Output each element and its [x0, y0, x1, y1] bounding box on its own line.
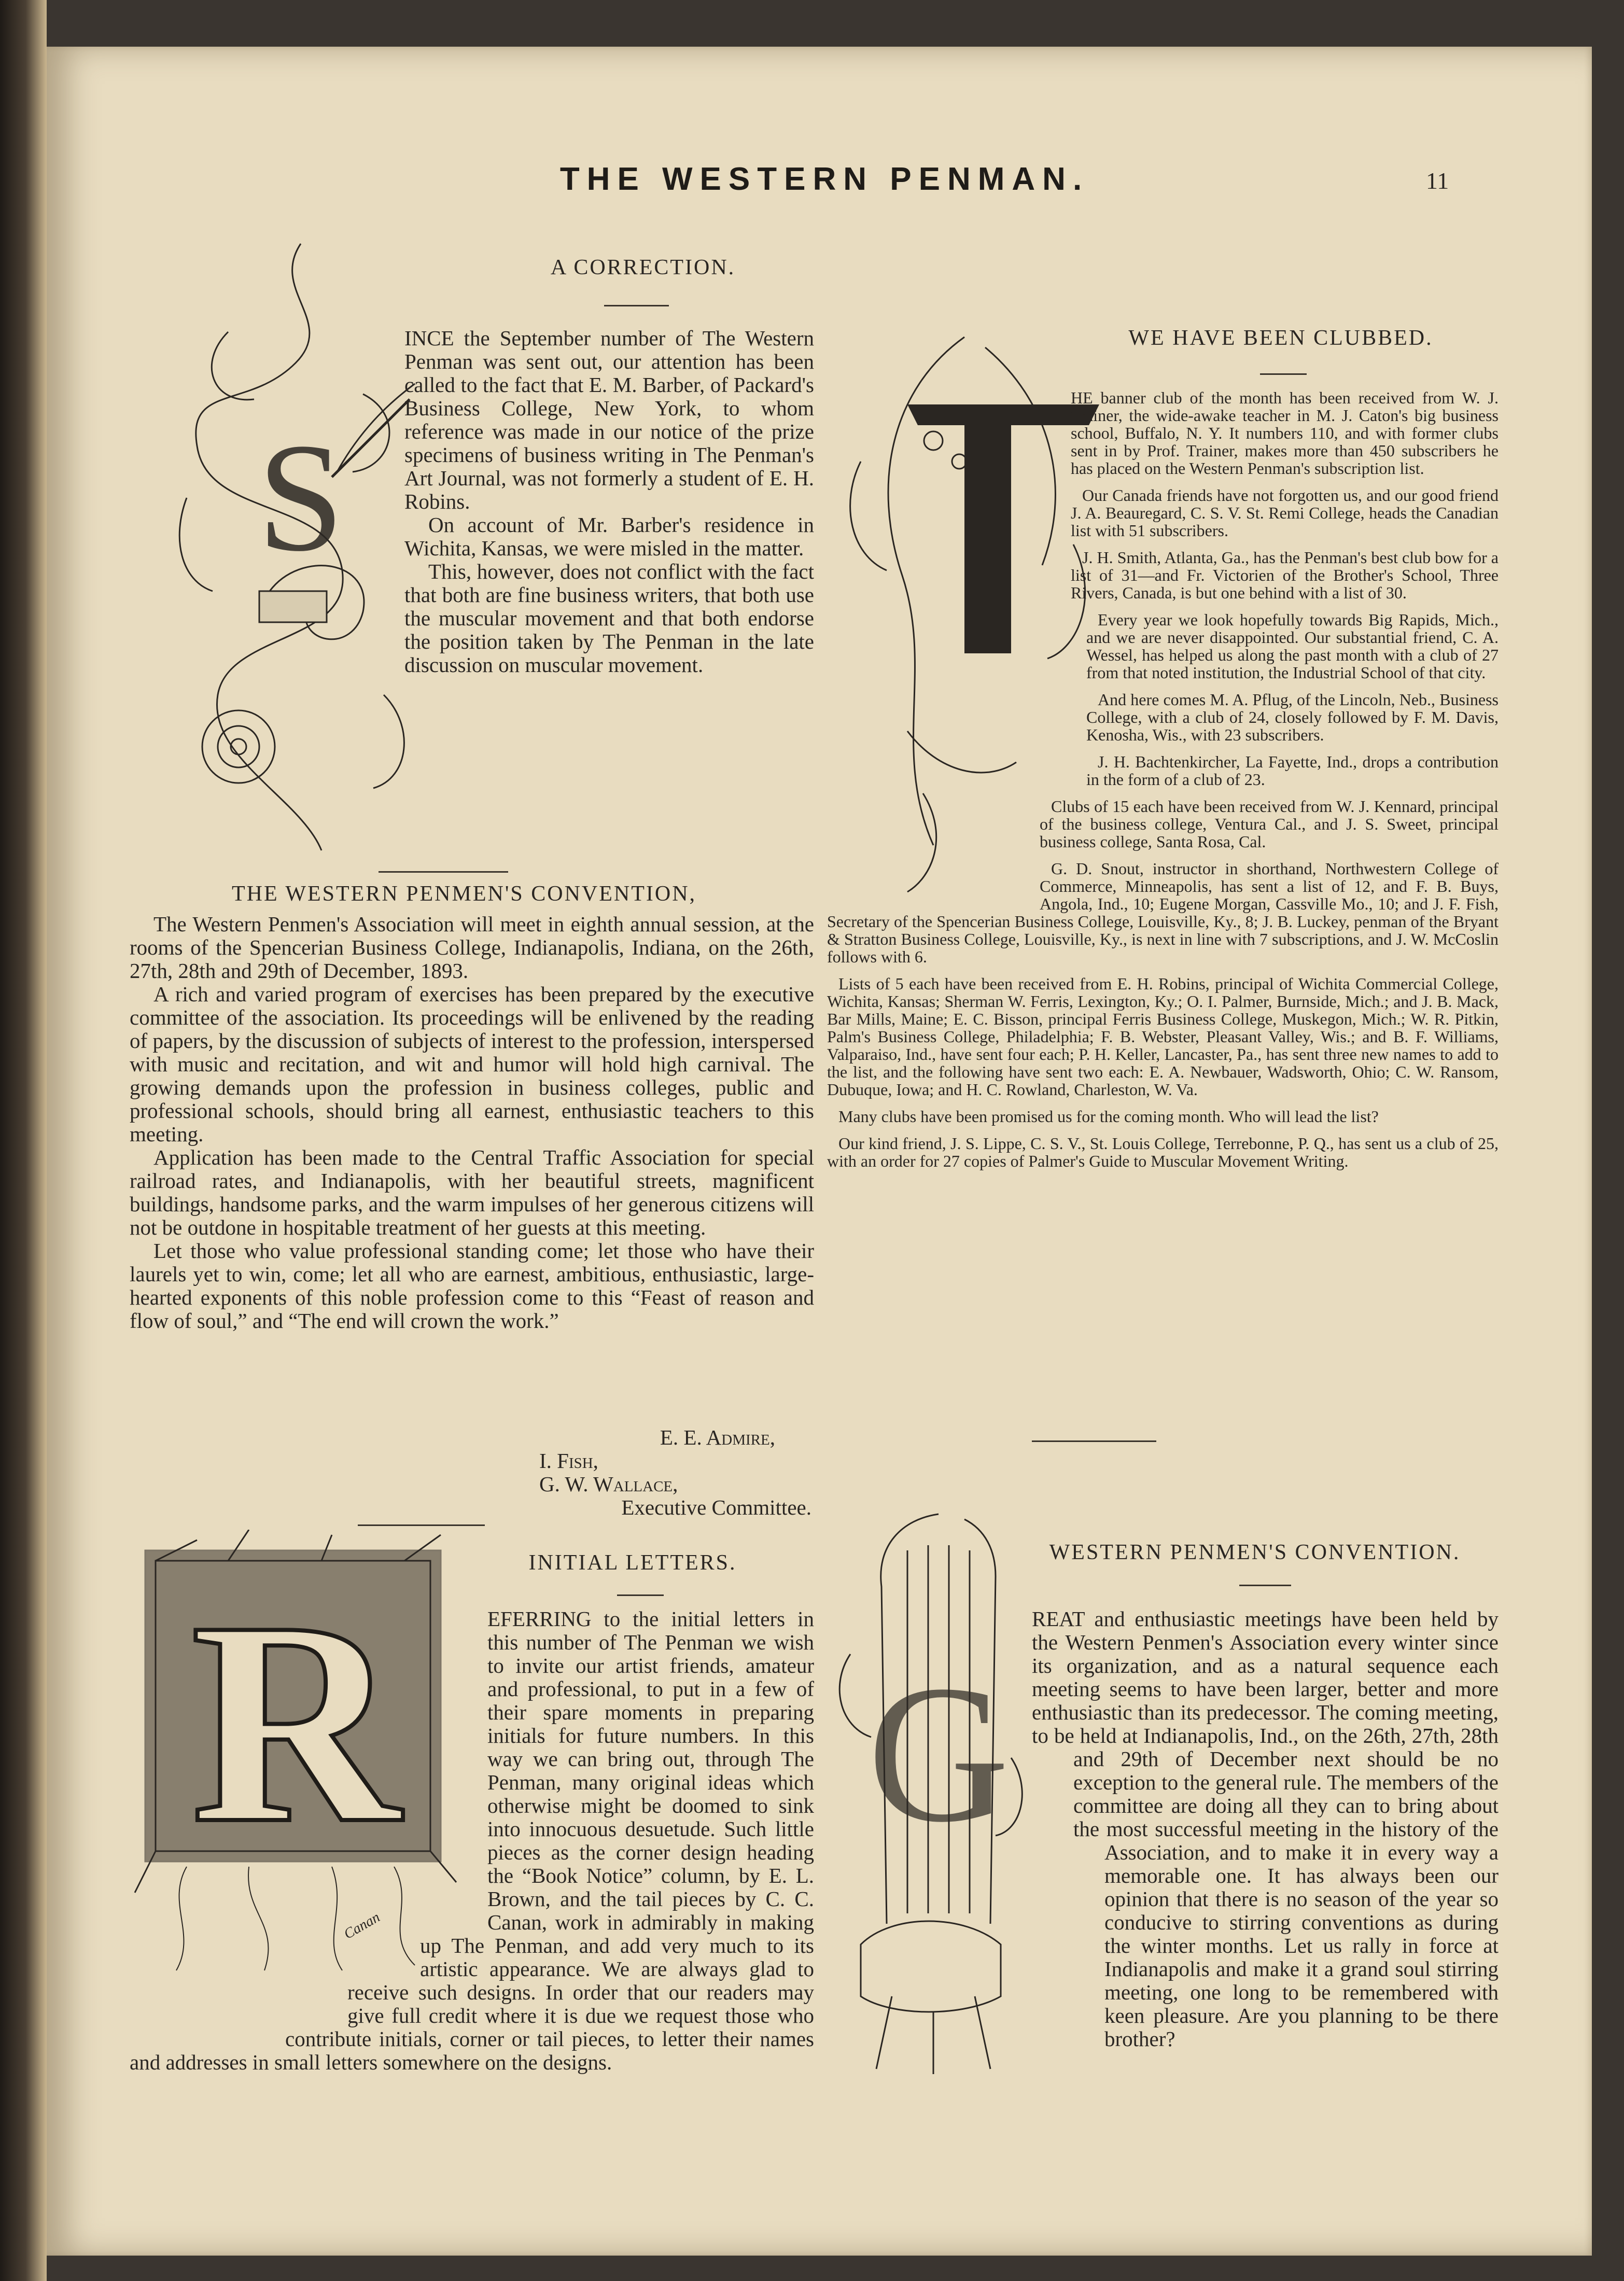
- clubbed-para-10: Many clubs have been promised us for the coming month. Who will lead the list?: [838, 1107, 1379, 1126]
- clubbed-para-2: Our Canada friends have not forgotten us, and our good friend J. A. Beauregard, C. S. V. St. Remi College, heads the Canadian list with 51 subscribers.: [1071, 486, 1499, 540]
- page-number: 11: [1426, 167, 1449, 194]
- initials-para-1: EFERRING to the initial letters in this number of The Penman we wish to invite our artist friends, amateur and professional, to put in a few of their spare moments in preparing initials for future numbers. In this way we can bring out, through The Penman, many original ideas which otherwise might be doomed to sink into innocuous desuetude. Such little pieces as the corner design heading the “Book Notice” column, by E. L. Brown, and the tail pieces by C. C. Canan, work in admirably in making up The Penman, and add very much to its artistic appearance. We are always glad to receive such designs. In order that our readers may give full credit where it is due we request those who contribute initials, corner or tail pieces, to letter their names and addresses in small letters somewhere on the designs.: [130, 1607, 814, 2074]
- convention-para-3: Application has been made to the Central Traffic Association for special railroad rates, and Indianapolis, with her beautiful streets, magnificent buildings, handsome parks, and the warm impulses of her generous citizens will not be outdone in hospitable treatment of her guests at this meeting.: [130, 1145, 814, 1239]
- initials-title: INITIAL LETTERS.: [528, 1551, 737, 1575]
- correction-body: [404, 327, 814, 677]
- convention2-para-1: REAT and enthusiastic meetings have been held by the Western Penmen's Association every winter since its organization, and as a natural sequence each meeting seems to have been larger, better and more enthusiastic than its predecessor. The coming meeting, to be held at Indianapolis, Ind., on the 26th, 27th, 28th and 29th of December next should be no exception to the general rule. The members of the committee are doing all they can to bring about the most successful meeting in the history of the Association, and to make it in every way a memorable one. It has always been our opinion that there is no season of the year so conducive to stirring conventions as during the winter months. Let us rally in force at Indianapolis and make it a grand soul stirring meeting, one long to be remembered with keen pleasure. Are you planning to be there brother?: [1032, 1607, 1499, 2051]
- correction-title: A CORRECTION.: [550, 256, 736, 279]
- correction-para-1: INCE the September number of The Western Penman was sent out, our attention has been called to the fact that E. M. Barber, of Packard's Business College, New York, to whom reference was made in our notice of the prize specimens of business writing in The Penman's Art Journal, was not formerly a student of E. H. Robins.: [404, 326, 814, 513]
- convention2-wrap-spacer: [840, 1607, 1032, 1747]
- clubbed-para-3: J. H. Smith, Atlanta, Ga., has the Penman's best club bow for a list of 31—and Fr. Victorien of the Brother's School, Three Rivers, Canada, is but one behind with a list of 30.: [1071, 548, 1499, 602]
- convention-signers: [513, 1426, 811, 1519]
- svg-text:S: S: [257, 411, 344, 583]
- artist-signature: Canan: [341, 1909, 383, 1943]
- initials-top-rule: [358, 1524, 485, 1526]
- convention-body: [130, 913, 814, 1333]
- initials-wrap-spacer-4: [130, 2007, 285, 2030]
- signer-3: G. W. Wallace,: [539, 1472, 678, 1496]
- convention-para-2: A rich and varied program of exercises has been prepared by the executive committee of the association. Its proceedings will be enlivened by the reading of papers, by the discussion of subjects of interest to the profession, interspersed with music and recitation, and wit and humor will hold high carnival. The growing demands upon the profession in business colleges, public and professional schools, should bring all earnest, enthusiastic teachers to this meeting.: [130, 982, 814, 1146]
- convention2-wrap-spacer-3: [840, 1841, 1104, 2074]
- correction-title-rule: [604, 305, 669, 306]
- clubbed-para-1: HE banner club of the month has been received from W. J. Trainer, the wide-awake teacher in M. J. Caton's big business school, Buffalo, N. Y. It numbers 110, and with former clubs sent in by Prof. Trainer, makes more than 450 subscribers he has placed on the Western Penman's subscription list.: [1071, 388, 1499, 478]
- svg-text:G: G: [867, 1645, 1010, 1863]
- clubbed-para-6: J. H. Bachtenkircher, La Fayette, Ind., drops a contribution in the form of a club of 23.: [1086, 752, 1499, 789]
- clubbed-para-5: And here comes M. A. Pflug, of the Lincoln, Neb., Business College, with a club of 24, closely followed by F. M. Davis, Kenosha, Wis., with 23 subscribers.: [1086, 690, 1499, 744]
- clubbed-para-11: Our kind friend, J. S. Lippe, C. S. V., St. Louis College, Terrebonne, P. Q., has sent us a club of 25, with an order for 27 copies of Palmer's Guide to Muscular Movement Writing.: [827, 1134, 1499, 1170]
- clubbed-title: WE HAVE BEEN CLUBBED.: [1128, 326, 1433, 350]
- masthead: THE WESTERN PENMAN.: [559, 161, 1089, 197]
- convention2-wrap-spacer-2: [840, 1747, 1073, 1841]
- convention-para-4: Let those who value professional standing come; let those who have their laurels yet to win, come; let all who are earnest, ambitious, enthusiastic, large-hearted exponents of this noble profession come to this “Feast of reason and flow of soul,” and “The end will crown the work.”: [130, 1239, 814, 1333]
- signer-1: E. E. Admire,: [660, 1425, 775, 1449]
- convention-title: THE WESTERN PENMEN'S CONVENTION,: [231, 882, 697, 906]
- correction-para-3: This, however, does not conflict with the fact that both are fine business writers, that both use the muscular movement and that both endorse the position taken by The Penman in the late discussion on muscular movement.: [404, 559, 814, 677]
- clubbed-para-7: Clubs of 15 each have been received from W. J. Kennard, principal of the business college, Ventura Cal., and J. S. Sweet, principal business college, Santa Rosa, Cal.: [1040, 797, 1499, 851]
- convention2-wrap-spacer-5: [840, 2121, 1058, 2214]
- initials-wrap-spacer: [130, 1607, 487, 1913]
- correction-para-2: On account of Mr. Barber's residence in Wichita, Kansas, we were misled in the matter.: [404, 513, 814, 560]
- book-spine: [0, 0, 47, 2281]
- signer-2: I. Fish,: [539, 1449, 598, 1473]
- convention2-title-rule: [1239, 1585, 1291, 1586]
- initials-wrap-spacer-2: [130, 1913, 420, 1960]
- clubbed-wrap-spacer: [827, 389, 1071, 607]
- initials-wrap-spacer-3: [130, 1960, 347, 2007]
- page: [47, 47, 1592, 2256]
- initials-body: [130, 1607, 814, 2074]
- initials-title-rule: [617, 1594, 664, 1596]
- clubbed-para-8: G. D. Snout, instructor in shorthand, Northwestern College of Commerce, Minneapolis, has sent a list of 12, and F. B. Buys, Angola, Ind., 10; Eugene Morgan, Cassville Mo., 10; and J. F. Fish, Secretary of the Spencerian Business College, Louisville, Ky., 8; J. B. Luckey, penman of the Bryant & Stratton Business College, Louisville, Ky., is next in line with 7 subscriptions, and J. W. McCoslin follows with 6.: [827, 859, 1499, 966]
- initial-s-ornament-icon: [166, 228, 436, 871]
- convention-top-rule: [379, 871, 508, 873]
- clubbed-wrap-spacer-2: [827, 607, 1086, 783]
- clubbed-title-rule: [1260, 373, 1307, 375]
- convention2-body: [840, 1607, 1499, 2214]
- svg-text:R: R: [190, 1562, 401, 1883]
- signer-4: Executive Committee.: [621, 1495, 811, 1519]
- clubbed-para-4: Every year we look hopefully towards Big Rapids, Mich., and we are never disappointed. Our substantial friend, C. A. Wessel, has helped us along the past month with a club of 27 from that noted institution, the Industrial School of that city.: [1086, 610, 1499, 682]
- clubbed-wrap-spacer-3: [827, 783, 1040, 902]
- convention2-top-rule: [1032, 1440, 1156, 1442]
- clubbed-body: [827, 389, 1499, 1179]
- convention-para-1: The Western Penmen's Association will meet in eighth annual session, at the rooms of the Spencerian Business College, Indianapolis, Indiana, on the 26th, 27th, 28th and 29th of December, 1893.: [130, 912, 814, 983]
- convention2-title: WESTERN PENMEN'S CONVENTION.: [1049, 1541, 1461, 1564]
- convention2-wrap-spacer-4: [840, 2074, 1084, 2121]
- clubbed-para-9: Lists of 5 each have been received from E. H. Robins, principal of Wichita Commercial College, Wichita, Kansas; Sherman W. Ferris, Lexington, Ky.; O. I. Palmer, Burnside, Mich.; and J. B. Mack, Bar Mills, Maine; E. C. Bisson, principal Ferris Business College, Muskegon, Mich.; W. R. Pitkin, Palm's Business College, Philadelphia; F. B. Webster, Pleasant Valley, Wis.; and B. F. Williams, Valparaiso, Ind., have sent four each; P. H. Keller, Lancaster, Pa., has sent three new names to add to the list, and the following have sent two each: E. A. Newbauer, Wadsworth, Ohio; C. W. Ransom, Dubuque, Iowa; and H. C. Rowland, Charleston, W. Va.: [827, 974, 1499, 1099]
